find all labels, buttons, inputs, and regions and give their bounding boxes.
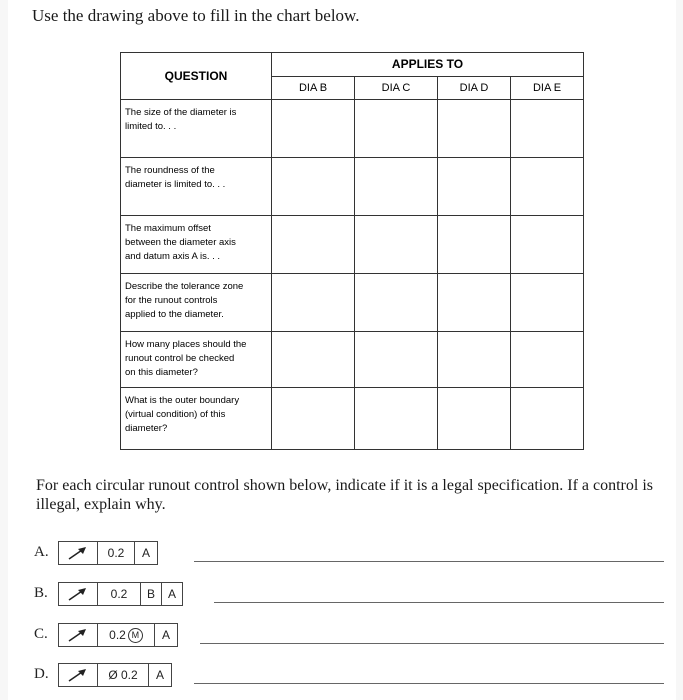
mmc-modifier-icon: M	[128, 628, 143, 643]
question-max-offset: The maximum offset between the diameter axis and datum axis A is. . .	[121, 216, 272, 274]
question-header: QUESTION	[121, 53, 272, 100]
datum-ref: A	[154, 624, 177, 646]
answer-cell[interactable]	[511, 332, 584, 388]
tolerance-value: Ø 0.2	[97, 664, 148, 686]
answer-cell[interactable]	[355, 332, 438, 388]
column-dia-e: DIA E	[511, 76, 584, 100]
worksheet-page	[8, 0, 676, 700]
option-letter: C.	[34, 626, 48, 642]
option-letter: A.	[34, 544, 49, 560]
question-outer-boundary: What is the outer boundary (virtual condition) of this diameter?	[121, 388, 272, 450]
column-dia-b: DIA B	[272, 76, 355, 100]
circular-runout-arrow-icon	[59, 583, 97, 605]
answer-cell[interactable]	[438, 388, 511, 450]
circular-runout-arrow-icon	[59, 624, 97, 646]
answer-cell[interactable]	[355, 100, 438, 158]
answer-cell[interactable]	[438, 216, 511, 274]
answer-cell[interactable]	[355, 388, 438, 450]
answer-cell[interactable]	[272, 100, 355, 158]
applies-to-chart	[120, 52, 584, 450]
answer-cell[interactable]	[272, 216, 355, 274]
question-roundness-limit: The roundness of the diameter is limited to. . .	[121, 158, 272, 216]
answer-cell[interactable]	[438, 274, 511, 332]
feature-control-frame	[58, 663, 172, 687]
column-dia-c: DIA C	[355, 76, 438, 100]
feature-control-frame	[58, 541, 158, 565]
datum-ref: A	[148, 664, 171, 686]
answer-cell[interactable]	[355, 158, 438, 216]
question-check-places: How many places should the runout control be checked on this diameter?	[121, 332, 272, 388]
circular-runout-arrow-icon	[59, 664, 97, 686]
answer-line[interactable]	[194, 561, 664, 562]
tolerance-value: 0.2 M	[97, 624, 154, 646]
tolerance-value: 0.2	[97, 583, 140, 605]
column-dia-d: DIA D	[438, 76, 511, 100]
answer-cell[interactable]	[511, 216, 584, 274]
tolerance-value: 0.2	[97, 542, 134, 564]
question-size-limit: The size of the diameter is limited to. . .	[121, 100, 272, 158]
datum-ref: A	[134, 542, 157, 564]
feature-control-frame	[58, 582, 183, 606]
answer-cell[interactable]	[438, 100, 511, 158]
answer-cell[interactable]	[511, 158, 584, 216]
instruction-top: Use the drawing above to fill in the chart below.	[32, 6, 360, 25]
option-letter: D.	[34, 666, 49, 682]
datum-ref: A	[161, 583, 182, 605]
answer-cell[interactable]	[438, 332, 511, 388]
answer-line[interactable]	[194, 683, 664, 684]
answer-cell[interactable]	[272, 274, 355, 332]
answer-cell[interactable]	[272, 388, 355, 450]
answer-cell[interactable]	[272, 332, 355, 388]
answer-cell[interactable]	[511, 388, 584, 450]
instruction-bottom: For each circular runout control shown below, indicate if it is a legal specification. If a control is illegal, explain why.	[36, 477, 653, 513]
answer-cell[interactable]	[438, 158, 511, 216]
answer-cell[interactable]	[511, 100, 584, 158]
circular-runout-arrow-icon	[59, 542, 97, 564]
answer-line[interactable]	[214, 602, 664, 603]
applies-to-header: APPLIES TO	[272, 53, 584, 77]
answer-cell[interactable]	[355, 216, 438, 274]
option-letter: B.	[34, 585, 48, 601]
answer-cell[interactable]	[355, 274, 438, 332]
question-tolerance-zone: Describe the tolerance zone for the runout controls applied to the diameter.	[121, 274, 272, 332]
datum-ref: B	[140, 583, 161, 605]
answer-cell[interactable]	[511, 274, 584, 332]
answer-cell[interactable]	[272, 158, 355, 216]
answer-line[interactable]	[200, 643, 664, 644]
feature-control-frame	[58, 623, 178, 647]
